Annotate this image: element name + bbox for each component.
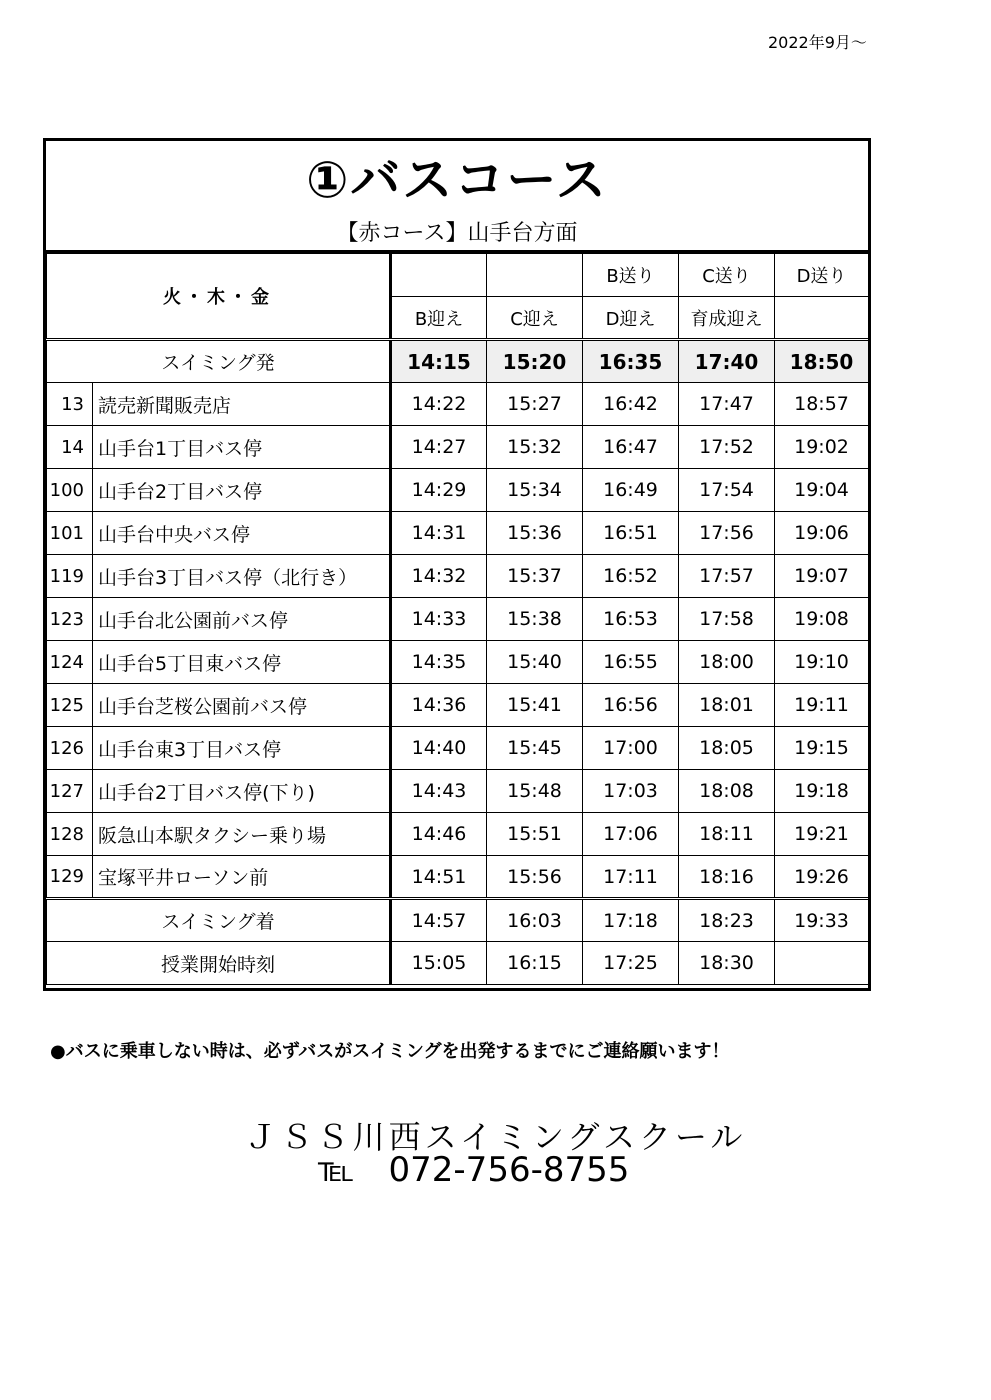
timetable	[46, 253, 869, 985]
school-name: ＪＳＳ川西スイミングスクール	[244, 1118, 747, 1156]
stop-time: 19:18	[775, 770, 869, 813]
stop-time: 15:36	[487, 512, 583, 555]
arrive-time: 19:33	[775, 899, 869, 942]
header-row-1	[47, 254, 869, 297]
stop-time: 15:45	[487, 727, 583, 770]
stop-time: 14:31	[391, 512, 487, 555]
stop-time: 17:06	[583, 813, 679, 856]
stop-time: 15:40	[487, 641, 583, 684]
stop-time: 17:52	[679, 426, 775, 469]
stop-time: 17:54	[679, 469, 775, 512]
stop-row	[47, 856, 869, 899]
lesson-row	[47, 942, 869, 985]
depart-row	[47, 340, 869, 383]
stop-time: 16:52	[583, 555, 679, 598]
stop-time: 17:57	[679, 555, 775, 598]
header-cell	[775, 297, 869, 340]
lesson-time: 15:05	[391, 942, 487, 985]
lesson-time: 18:30	[679, 942, 775, 985]
depart-time: 15:20	[487, 340, 583, 383]
header-cell	[487, 254, 583, 297]
stop-row	[47, 383, 869, 426]
phone-number: ℡ 072-756-8755	[318, 1150, 630, 1190]
stop-time: 14:46	[391, 813, 487, 856]
stop-time: 16:56	[583, 684, 679, 727]
stop-time: 14:51	[391, 856, 487, 899]
stop-number: 129	[47, 856, 93, 899]
stop-time: 15:48	[487, 770, 583, 813]
arrive-time: 18:23	[679, 899, 775, 942]
stop-time: 19:11	[775, 684, 869, 727]
stop-time: 16:51	[583, 512, 679, 555]
stop-time: 18:01	[679, 684, 775, 727]
header-cell: C迎え	[487, 297, 583, 340]
stop-time: 18:08	[679, 770, 775, 813]
stop-name: 山手台3丁目バス停（北行き）	[93, 555, 391, 598]
stop-row	[47, 727, 869, 770]
depart-time: 18:50	[775, 340, 869, 383]
stop-time: 18:57	[775, 383, 869, 426]
stop-name: 山手台北公園前バス停	[93, 598, 391, 641]
stop-row	[47, 684, 869, 727]
stop-time: 14:29	[391, 469, 487, 512]
stop-time: 19:02	[775, 426, 869, 469]
stop-time: 15:56	[487, 856, 583, 899]
stop-time: 16:55	[583, 641, 679, 684]
stop-number: 128	[47, 813, 93, 856]
depart-time: 17:40	[679, 340, 775, 383]
stop-name: 阪急山本駅タクシー乗り場	[93, 813, 391, 856]
stop-time: 19:21	[775, 813, 869, 856]
lesson-label: 授業開始時刻	[47, 942, 391, 985]
stop-time: 16:53	[583, 598, 679, 641]
stop-name: 読売新聞販売店	[93, 383, 391, 426]
stop-row	[47, 469, 869, 512]
stop-time: 19:08	[775, 598, 869, 641]
stop-time: 14:43	[391, 770, 487, 813]
header-cell: B送り	[583, 254, 679, 297]
header-cell: C送り	[679, 254, 775, 297]
stop-time: 19:04	[775, 469, 869, 512]
stop-time: 18:11	[679, 813, 775, 856]
stop-time: 18:16	[679, 856, 775, 899]
depart-label: スイミング発	[47, 340, 391, 383]
stop-time: 14:27	[391, 426, 487, 469]
stop-name: 宝塚平井ローソン前	[93, 856, 391, 899]
stop-time: 17:03	[583, 770, 679, 813]
stop-time: 18:05	[679, 727, 775, 770]
stop-name: 山手台2丁目バス停(下り)	[93, 770, 391, 813]
stop-time: 16:42	[583, 383, 679, 426]
stop-number: 14	[47, 426, 93, 469]
arrive-time: 14:57	[391, 899, 487, 942]
stop-number: 101	[47, 512, 93, 555]
stop-time: 14:35	[391, 641, 487, 684]
stop-time: 14:40	[391, 727, 487, 770]
stop-time: 19:26	[775, 856, 869, 899]
stop-name: 山手台5丁目東バス停	[93, 641, 391, 684]
stop-row	[47, 641, 869, 684]
header-cell: B迎え	[391, 297, 487, 340]
effective-date: 2022年9月～	[768, 33, 867, 52]
stop-row	[47, 770, 869, 813]
stop-number: 100	[47, 469, 93, 512]
stop-time: 15:34	[487, 469, 583, 512]
stop-time: 19:15	[775, 727, 869, 770]
stop-time: 19:07	[775, 555, 869, 598]
header-cell	[391, 254, 487, 297]
stop-time: 16:49	[583, 469, 679, 512]
stop-time: 15:38	[487, 598, 583, 641]
arrive-row	[47, 899, 869, 942]
stop-time: 15:37	[487, 555, 583, 598]
stop-name: 山手台芝桜公園前バス停	[93, 684, 391, 727]
title-block	[46, 141, 868, 253]
stop-time: 15:51	[487, 813, 583, 856]
header-cell: D迎え	[583, 297, 679, 340]
stop-time: 14:22	[391, 383, 487, 426]
lesson-time: 17:25	[583, 942, 679, 985]
stop-number: 123	[47, 598, 93, 641]
stop-time: 16:47	[583, 426, 679, 469]
arrive-label: スイミング着	[47, 899, 391, 942]
timetable-frame	[43, 138, 871, 991]
stop-row	[47, 512, 869, 555]
stop-row	[47, 598, 869, 641]
stop-time: 19:10	[775, 641, 869, 684]
stop-row	[47, 555, 869, 598]
stop-number: 13	[47, 383, 93, 426]
stop-time: 17:58	[679, 598, 775, 641]
page-title: ①バスコース	[306, 151, 608, 209]
lesson-time	[775, 942, 869, 985]
stop-time: 14:32	[391, 555, 487, 598]
stop-row	[47, 813, 869, 856]
stop-number: 124	[47, 641, 93, 684]
stop-time: 17:47	[679, 383, 775, 426]
stop-number: 126	[47, 727, 93, 770]
header-cell: 育成迎え	[679, 297, 775, 340]
stop-time: 15:32	[487, 426, 583, 469]
stop-number: 125	[47, 684, 93, 727]
course-subtitle: 【赤コース】山手台方面	[336, 221, 578, 246]
notice-text: ●バスに乗車しない時は、必ずバスがスイミングを出発するまでにご連絡願います！	[50, 1041, 730, 1062]
arrive-time: 17:18	[583, 899, 679, 942]
stop-time: 17:56	[679, 512, 775, 555]
stop-time: 17:00	[583, 727, 679, 770]
arrive-time: 16:03	[487, 899, 583, 942]
stop-time: 15:41	[487, 684, 583, 727]
depart-time: 14:15	[391, 340, 487, 383]
stop-row	[47, 426, 869, 469]
stop-time: 15:27	[487, 383, 583, 426]
stop-number: 119	[47, 555, 93, 598]
stop-time: 18:00	[679, 641, 775, 684]
stop-time: 14:33	[391, 598, 487, 641]
stop-number: 127	[47, 770, 93, 813]
stop-time: 19:06	[775, 512, 869, 555]
header-cell: D送り	[775, 254, 869, 297]
lesson-time: 16:15	[487, 942, 583, 985]
depart-time: 16:35	[583, 340, 679, 383]
stop-name: 山手台2丁目バス停	[93, 469, 391, 512]
operating-days: 火・木・金	[47, 254, 391, 340]
stop-name: 山手台1丁目バス停	[93, 426, 391, 469]
stop-time: 17:11	[583, 856, 679, 899]
stop-name: 山手台東3丁目バス停	[93, 727, 391, 770]
stop-time: 14:36	[391, 684, 487, 727]
stop-name: 山手台中央バス停	[93, 512, 391, 555]
